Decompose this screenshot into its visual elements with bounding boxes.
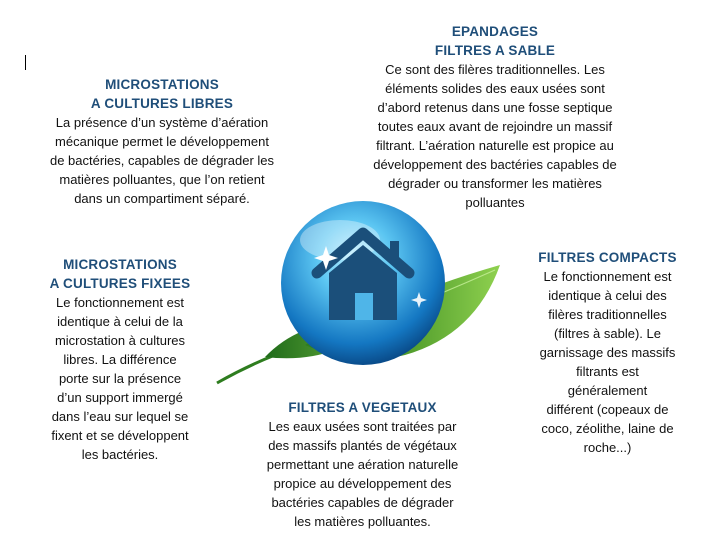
block-microstations-cultures-fixees	[20, 255, 220, 464]
leaf-stem	[217, 355, 275, 383]
block-body: Le fonctionnement est identique à celui des filères traditionnelles (filtres à sable). Le garnissage des massifs filtrants est généralement différent (copeaux de coco, zéolithe, laine de roche...)	[539, 269, 676, 455]
block-title: MICROSTATIONS A CULTURES FIXEES	[49, 257, 191, 291]
house-on-globe-leaf-icon	[205, 195, 505, 405]
block-body: Ce sont des filères traditionnelles. Les éléments solides des eaux usées sont d’abord retenus dans une fosse septique toutes eaux avant de rejoindre un massif filtrant. L’aération naturelle est propice au développement des bactéries capables de dégrader ou transformer les matières polluantes	[373, 62, 617, 210]
block-body: La présence d’un système d’aération mécanique permet le développement de bactéries, capables de dégrader les matières polluantes, que l’on retient dans un compartiment séparé.	[49, 115, 275, 206]
block-filtres-compacts	[515, 248, 700, 457]
block-epandages	[345, 22, 645, 212]
block-title: MICROSTATIONS A CULTURES LIBRES	[90, 77, 234, 111]
text-cursor	[25, 55, 26, 70]
block-filtres-vegetaux	[245, 398, 480, 531]
block-title: FILTRES A VEGETAUX	[288, 400, 437, 415]
block-microstations-cultures-libres	[32, 75, 292, 208]
block-body: Les eaux usées sont traitées par des massifs plantés de végétaux permettant une aération naturelle propice au développement des bactéries capables de dégrader les matières polluantes.	[266, 419, 459, 529]
block-title: FILTRES COMPACTS	[538, 250, 677, 265]
block-body: Le fonctionnement est identique à celui de la microstation à cultures libres. La différence porte sur la présence d’un support immergé dans l’eau sur lequel se fixent et se développent les bactéries.	[51, 295, 189, 462]
block-title: EPANDAGES FILTRES A SABLE	[434, 24, 556, 58]
